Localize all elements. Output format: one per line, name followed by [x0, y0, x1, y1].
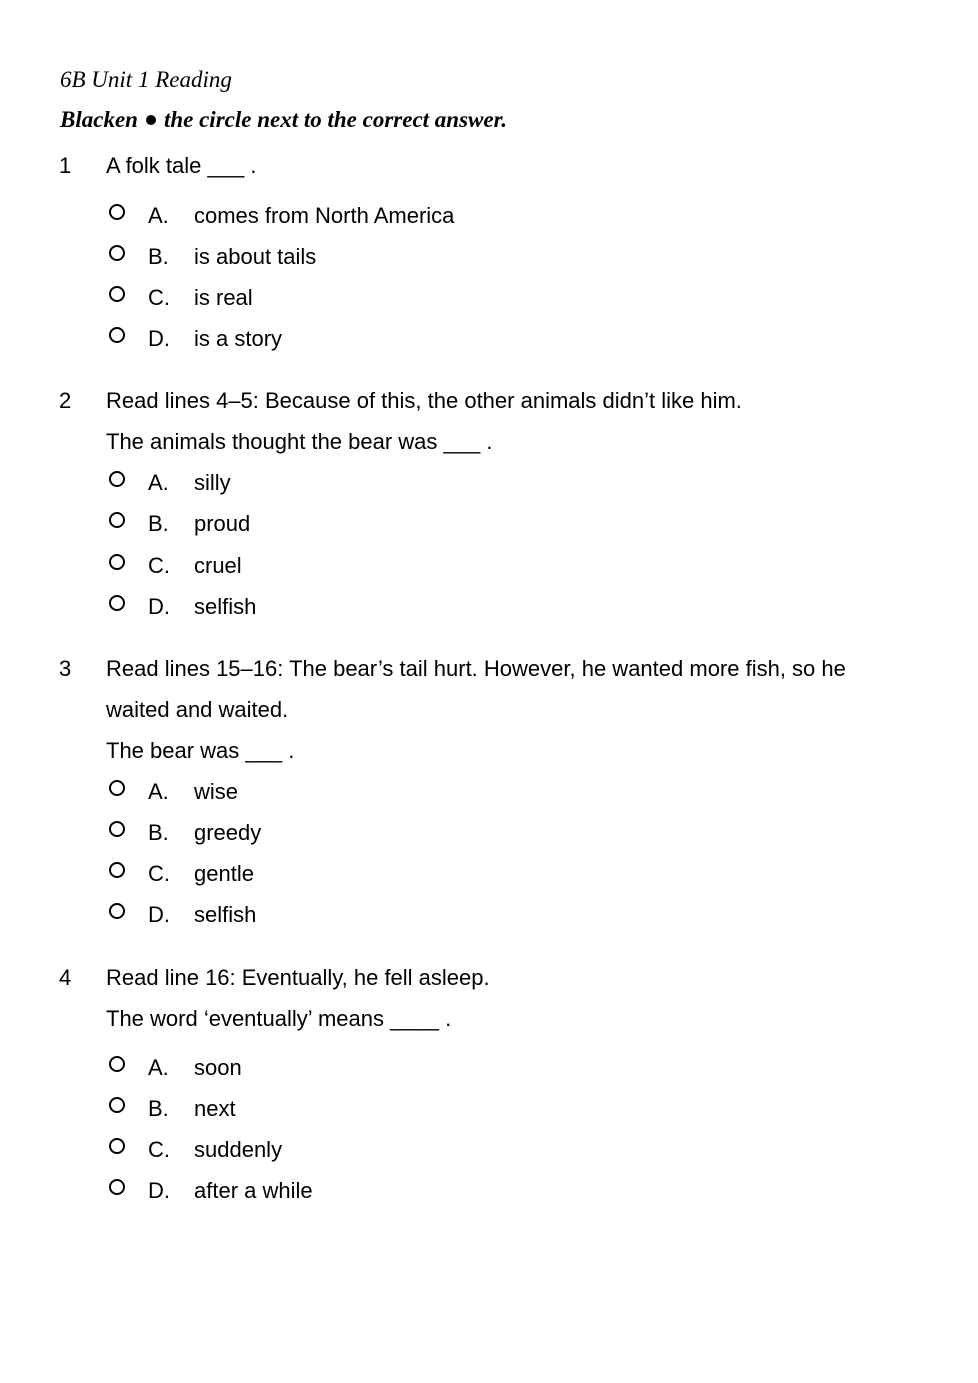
option-letter: B. — [148, 1096, 169, 1121]
option-d[interactable] — [0, 318, 600, 359]
question-line: The bear was ___ . — [106, 738, 295, 763]
question-line: Read lines 4–5: Because of this, the other animals didn’t like him. — [106, 388, 742, 413]
radio-circle-icon[interactable] — [109, 821, 125, 837]
option-letter: C. — [148, 1137, 170, 1162]
option-text: cruel — [194, 553, 242, 578]
radio-circle-icon[interactable] — [109, 903, 125, 919]
radio-circle-icon[interactable] — [109, 1056, 125, 1072]
radio-circle-icon[interactable] — [109, 204, 125, 220]
option-text: soon — [194, 1055, 242, 1080]
option-text: proud — [194, 511, 251, 536]
radio-circle-icon[interactable] — [109, 1097, 125, 1113]
radio-circle-icon[interactable] — [109, 471, 125, 487]
option-c[interactable] — [0, 277, 600, 318]
option-text: wise — [194, 779, 239, 804]
option-letter: D. — [148, 326, 170, 351]
option-letter: B. — [148, 244, 169, 269]
option-letter: B. — [148, 511, 169, 536]
question-number: 1 — [59, 153, 72, 178]
option-text: is a story — [194, 326, 283, 351]
radio-circle-icon[interactable] — [109, 286, 125, 302]
question-number: 3 — [59, 656, 72, 681]
question-line: Read line 16: Eventually, he fell asleep. — [106, 965, 490, 990]
option-text: comes from North America — [194, 203, 455, 228]
radio-circle-icon[interactable] — [109, 780, 125, 796]
option-d[interactable] — [0, 894, 600, 935]
option-b[interactable] — [0, 236, 600, 277]
question-line: A folk tale ___ . — [106, 153, 257, 178]
option-d[interactable] — [0, 1170, 600, 1211]
option-text: silly — [194, 470, 231, 495]
question-line: Read lines 15–16: The bear’s tail hurt. However, he wanted more fish, so he — [106, 656, 846, 681]
question-stem — [106, 380, 906, 462]
option-text: gentle — [194, 861, 254, 886]
option-b[interactable] — [0, 812, 600, 853]
option-text: next — [194, 1096, 236, 1121]
page-title: 6B Unit 1 Reading — [60, 67, 232, 92]
option-d[interactable] — [0, 586, 600, 627]
option-a[interactable] — [0, 1047, 600, 1088]
question-stem — [106, 145, 906, 186]
radio-circle-icon[interactable] — [109, 1179, 125, 1195]
radio-circle-icon[interactable] — [109, 554, 125, 570]
option-letter: D. — [148, 902, 170, 927]
option-c[interactable] — [0, 853, 600, 894]
instruction-text-before: Blacken — [60, 107, 138, 132]
option-c[interactable] — [0, 545, 600, 586]
option-text: after a while — [194, 1178, 313, 1203]
option-letter: C. — [148, 861, 170, 886]
option-text: is about tails — [194, 244, 317, 269]
option-letter: A. — [148, 779, 169, 804]
question-line: The word ‘eventually’ means ____ . — [106, 1006, 452, 1031]
filled-circle-icon — [146, 115, 156, 125]
question-line: The animals thought the bear was ___ . — [106, 429, 493, 454]
option-c[interactable] — [0, 1129, 600, 1170]
radio-circle-icon[interactable] — [109, 245, 125, 261]
option-text: selfish — [194, 902, 257, 927]
option-a[interactable] — [0, 195, 600, 236]
question-number: 2 — [59, 388, 72, 413]
option-letter: A. — [148, 470, 169, 495]
option-letter: D. — [148, 1178, 170, 1203]
radio-circle-icon[interactable] — [109, 595, 125, 611]
option-letter: A. — [148, 203, 169, 228]
radio-circle-icon[interactable] — [109, 327, 125, 343]
radio-circle-icon[interactable] — [109, 512, 125, 528]
option-text: suddenly — [194, 1137, 283, 1162]
option-letter: C. — [148, 553, 170, 578]
option-text: greedy — [194, 820, 262, 845]
option-a[interactable] — [0, 462, 600, 503]
option-letter: A. — [148, 1055, 169, 1080]
option-letter: B. — [148, 820, 169, 845]
question-stem — [106, 957, 906, 1039]
option-b[interactable] — [0, 503, 600, 544]
instruction-text-after: the circle next to the correct answer. — [163, 107, 508, 132]
option-letter: C. — [148, 285, 170, 310]
radio-circle-icon[interactable] — [109, 1138, 125, 1154]
question-line: waited and waited. — [106, 697, 289, 722]
option-letter: D. — [148, 594, 170, 619]
option-a[interactable] — [0, 771, 600, 812]
option-text: is real — [194, 285, 253, 310]
question-stem — [106, 648, 906, 771]
radio-circle-icon[interactable] — [109, 862, 125, 878]
option-text: selfish — [194, 594, 257, 619]
option-b[interactable] — [0, 1088, 600, 1129]
instruction — [60, 107, 507, 133]
question-number: 4 — [59, 965, 72, 990]
